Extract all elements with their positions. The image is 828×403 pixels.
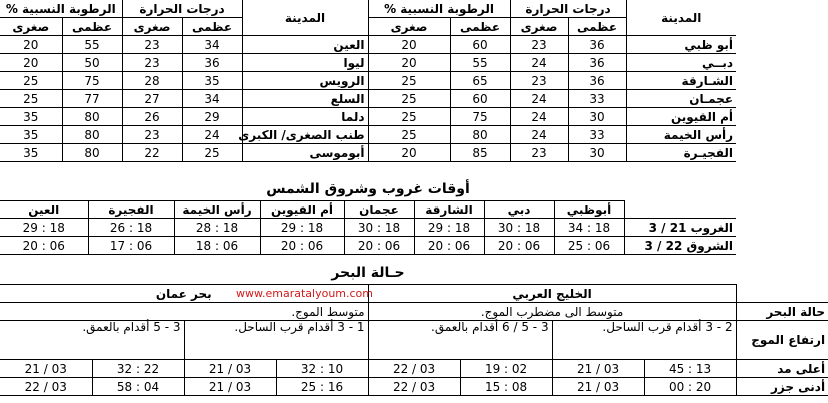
oman-wave-deep: 3 - 5 أقدام بالعمق. bbox=[0, 321, 184, 360]
city-name: ليوا bbox=[242, 54, 368, 72]
sea-state-label: حالة البحر bbox=[736, 303, 828, 321]
humidity-min: 20 bbox=[0, 36, 62, 54]
sea-section-title: حـالة البحر bbox=[331, 265, 405, 281]
humidity-max: 80 bbox=[62, 126, 122, 144]
humidity-max: 55 bbox=[450, 54, 510, 72]
high-tide-value: 13 : 45 bbox=[644, 360, 736, 378]
high-tide-label: أعلى مد bbox=[736, 360, 828, 378]
humidity-max: 75 bbox=[62, 72, 122, 90]
sunset-time: 18 : 29 bbox=[0, 219, 88, 237]
sunrise-time: 06 : 20 bbox=[344, 237, 414, 255]
humidity-min: 20 bbox=[368, 144, 450, 162]
table-row bbox=[0, 144, 736, 162]
oman-state: متوسط الموج. bbox=[0, 303, 368, 321]
high-tide-value: 22 : 32 bbox=[92, 360, 184, 378]
temp-min: 23 bbox=[122, 126, 182, 144]
sunset-time: 18 : 26 bbox=[88, 219, 174, 237]
temp-max: 36 bbox=[568, 36, 626, 54]
sunrise-time: 06 : 20 bbox=[0, 237, 88, 255]
header-city-right: المدينة bbox=[661, 10, 702, 25]
city-name: رأس الخيمة bbox=[626, 126, 736, 144]
humidity-max: 60 bbox=[450, 90, 510, 108]
weather-rows bbox=[0, 36, 736, 162]
humidity-min: 20 bbox=[0, 54, 62, 72]
humidity-max: 80 bbox=[62, 144, 122, 162]
temp-max: 33 bbox=[568, 126, 626, 144]
humidity-min: 35 bbox=[0, 126, 62, 144]
sunrise-time: 06 : 18 bbox=[174, 237, 260, 255]
table-row bbox=[0, 126, 736, 144]
city-name: الفجيـرة bbox=[626, 144, 736, 162]
table-row bbox=[0, 90, 736, 108]
header-min: صغرى bbox=[0, 18, 62, 36]
temp-max: 30 bbox=[568, 108, 626, 126]
high-tide-value: 10 : 32 bbox=[276, 360, 368, 378]
temp-min: 24 bbox=[510, 126, 568, 144]
header-temperature-right: درجات الحرارة bbox=[510, 0, 626, 18]
humidity-max: 60 bbox=[450, 36, 510, 54]
temp-min: 23 bbox=[510, 72, 568, 90]
high-tide-value: 02 : 19 bbox=[460, 360, 552, 378]
city-name: أبو ظبي bbox=[626, 36, 736, 54]
low-tide-value: 03 / 21 bbox=[184, 378, 276, 396]
temp-max: 34 bbox=[182, 90, 242, 108]
sunrise-time: 06 : 20 bbox=[260, 237, 344, 255]
temp-max: 24 bbox=[182, 126, 242, 144]
wave-label: ارتفاع الموج bbox=[736, 321, 828, 360]
sun-section-title: أوقات غروب وشروق الشمس bbox=[266, 181, 470, 197]
sea-table bbox=[0, 284, 828, 396]
low-tide-value: 08 : 15 bbox=[460, 378, 552, 396]
sunset-time: 18 : 30 bbox=[344, 219, 414, 237]
temp-max: 36 bbox=[568, 54, 626, 72]
city-name: أم القيوين bbox=[626, 108, 736, 126]
temp-max: 34 bbox=[182, 36, 242, 54]
humidity-max: 75 bbox=[450, 108, 510, 126]
sun-city: الفجيرة bbox=[88, 201, 174, 219]
header-min: صغرى bbox=[122, 18, 182, 36]
gulf-state: متوسط الى مضطرب الموج. bbox=[368, 303, 736, 321]
header-city-left: المدينة bbox=[242, 0, 368, 36]
header-min: صغرى bbox=[510, 18, 568, 36]
sun-city: دبي bbox=[484, 201, 554, 219]
temp-max: 25 bbox=[182, 144, 242, 162]
sunrise-time: 06 : 17 bbox=[88, 237, 174, 255]
sunset-label: الغروب 21 / 3 bbox=[624, 219, 736, 237]
gulf-wave-deep: 3 - 5 / 6 أقدام بالعمق. bbox=[368, 321, 552, 360]
temp-min: 28 bbox=[122, 72, 182, 90]
header-min: صغرى bbox=[368, 18, 450, 36]
humidity-max: 80 bbox=[450, 126, 510, 144]
gulf-wave-coast: 2 - 3 أقدام قرب الساحل. bbox=[552, 321, 736, 360]
table-row bbox=[0, 72, 736, 90]
sea-corner bbox=[736, 285, 828, 303]
low-tide-value: 04 : 58 bbox=[92, 378, 184, 396]
weather-table bbox=[0, 0, 736, 162]
temp-max: 36 bbox=[568, 72, 626, 90]
city-name: طنب الصغرى/ الكبرى bbox=[242, 126, 368, 144]
sunset-time: 18 : 29 bbox=[414, 219, 484, 237]
sun-city: عجمان bbox=[344, 201, 414, 219]
sunrise-label: الشروق 22 / 3 bbox=[624, 237, 736, 255]
city-name: العين bbox=[242, 36, 368, 54]
high-tide-value: 03 / 22 bbox=[368, 360, 460, 378]
sun-corner bbox=[624, 201, 736, 219]
temp-max: 35 bbox=[182, 72, 242, 90]
sun-city: رأس الخيمة bbox=[174, 201, 260, 219]
humidity-min: 25 bbox=[368, 90, 450, 108]
low-tide-label: أدنى جزر bbox=[736, 378, 828, 396]
oman-wave-coast: 1 - 3 أقدام قرب الساحل. bbox=[184, 321, 368, 360]
temp-max: 30 bbox=[568, 144, 626, 162]
table-row bbox=[0, 36, 736, 54]
humidity-max: 80 bbox=[62, 108, 122, 126]
table-row bbox=[0, 108, 736, 126]
temp-min: 23 bbox=[510, 36, 568, 54]
humidity-min: 25 bbox=[368, 72, 450, 90]
header-humidity-left: الرطوبة النسبية % bbox=[0, 0, 122, 18]
low-tide-value: 03 / 21 bbox=[552, 378, 644, 396]
header-humidity-right: الرطوبة النسبية % bbox=[368, 0, 510, 18]
header-max: عظمى bbox=[568, 18, 626, 36]
humidity-min: 25 bbox=[368, 126, 450, 144]
city-name: الرويس bbox=[242, 72, 368, 90]
watermark: www.emaratalyoum.com bbox=[236, 287, 373, 300]
sun-city: أم القيوين bbox=[260, 201, 344, 219]
sunset-time: 18 : 34 bbox=[554, 219, 624, 237]
table-row bbox=[0, 360, 828, 378]
city-name: أبوموسى bbox=[242, 144, 368, 162]
high-tide-value: 03 / 21 bbox=[552, 360, 644, 378]
gulf-header: الخليج العربي bbox=[368, 285, 736, 303]
header-temperature-left: درجات الحرارة bbox=[122, 0, 242, 18]
city-name: دلما bbox=[242, 108, 368, 126]
header-max: عظمى bbox=[62, 18, 122, 36]
table-row bbox=[0, 237, 736, 255]
high-tide-value: 03 / 21 bbox=[184, 360, 276, 378]
humidity-max: 65 bbox=[450, 72, 510, 90]
low-tide-value: 03 / 22 bbox=[368, 378, 460, 396]
sunset-time: 18 : 30 bbox=[484, 219, 554, 237]
temp-min: 24 bbox=[510, 90, 568, 108]
oman-header-label: بحر عمان bbox=[155, 286, 212, 301]
sunset-time: 18 : 28 bbox=[174, 219, 260, 237]
city-name: دبــي bbox=[626, 54, 736, 72]
temp-min: 26 bbox=[122, 108, 182, 126]
temp-min: 23 bbox=[510, 144, 568, 162]
table-row bbox=[0, 303, 828, 321]
temp-min: 23 bbox=[122, 36, 182, 54]
humidity-min: 25 bbox=[368, 108, 450, 126]
humidity-min: 35 bbox=[0, 144, 62, 162]
header-max: عظمى bbox=[450, 18, 510, 36]
temp-max: 33 bbox=[568, 90, 626, 108]
humidity-max: 85 bbox=[450, 144, 510, 162]
table-row bbox=[0, 321, 828, 360]
sunrise-time: 06 : 20 bbox=[414, 237, 484, 255]
temp-min: 22 bbox=[122, 144, 182, 162]
table-row bbox=[0, 285, 828, 303]
sun-city: الشارقة bbox=[414, 201, 484, 219]
sunrise-time: 06 : 20 bbox=[484, 237, 554, 255]
temp-min: 23 bbox=[122, 54, 182, 72]
humidity-min: 20 bbox=[368, 54, 450, 72]
low-tide-value: 16 : 25 bbox=[276, 378, 368, 396]
temp-max: 29 bbox=[182, 108, 242, 126]
table-row bbox=[0, 378, 828, 396]
table-row bbox=[0, 54, 736, 72]
temp-min: 24 bbox=[510, 54, 568, 72]
city-name: السلع bbox=[242, 90, 368, 108]
humidity-min: 25 bbox=[0, 90, 62, 108]
humidity-min: 20 bbox=[368, 36, 450, 54]
city-name: عجمـان bbox=[626, 90, 736, 108]
temp-min: 27 bbox=[122, 90, 182, 108]
low-tide-value: 03 / 22 bbox=[0, 378, 92, 396]
humidity-min: 25 bbox=[0, 72, 62, 90]
humidity-min: 35 bbox=[0, 108, 62, 126]
humidity-max: 50 bbox=[62, 54, 122, 72]
sun-city: أبوظبي bbox=[554, 201, 624, 219]
sun-city: العين bbox=[0, 201, 88, 219]
low-tide-value: 20 : 00 bbox=[644, 378, 736, 396]
temp-max: 36 bbox=[182, 54, 242, 72]
sunrise-time: 06 : 25 bbox=[554, 237, 624, 255]
header-max: عظمى bbox=[182, 18, 242, 36]
humidity-max: 55 bbox=[62, 36, 122, 54]
city-name: الشـارقة bbox=[626, 72, 736, 90]
high-tide-value: 03 / 21 bbox=[0, 360, 92, 378]
sun-table bbox=[0, 200, 736, 255]
table-row bbox=[0, 219, 736, 237]
humidity-max: 77 bbox=[62, 90, 122, 108]
table-row bbox=[0, 201, 736, 219]
temp-min: 24 bbox=[510, 108, 568, 126]
sunset-time: 18 : 29 bbox=[260, 219, 344, 237]
